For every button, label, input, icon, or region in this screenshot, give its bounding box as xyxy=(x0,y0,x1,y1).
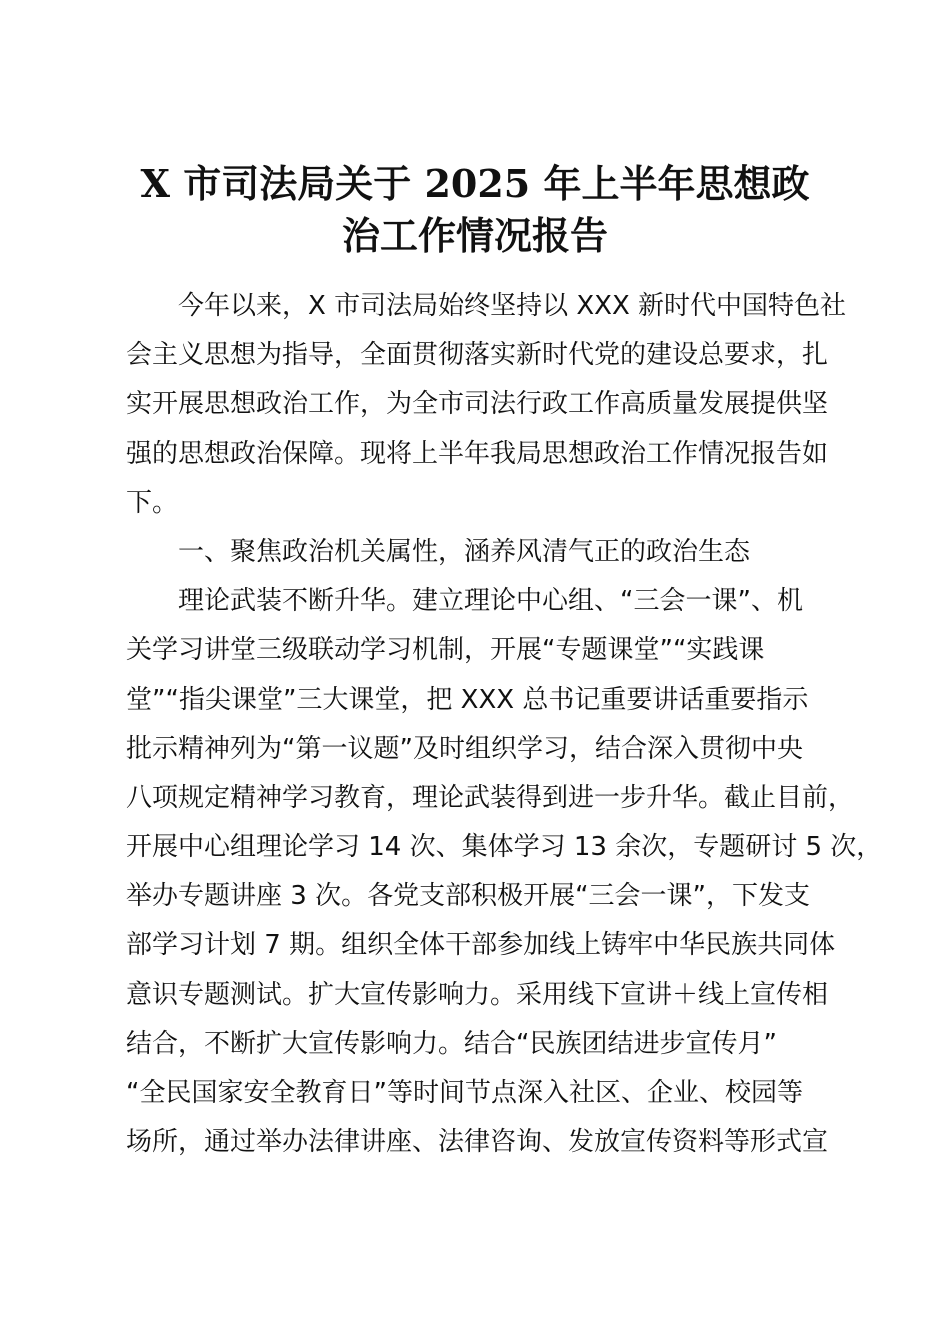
paragraph-line: 强的思想政治保障。现将上半年我局思想政治工作情况报告如 xyxy=(126,438,829,469)
paragraph-line: 理论武装不断升华。建立理论中心组、“三会一课”、机 xyxy=(178,586,803,617)
paragraph-line: 实开展思想政治工作，为全市司法行政工作高质量发展提供坚 xyxy=(126,389,829,420)
paragraph-line: 意识专题测试。扩大宣传影响力。采用线下宣讲＋线上宣传相 xyxy=(126,979,829,1010)
paragraph-line: “全民国家安全教育日”等时间节点深入社区、企业、校园等 xyxy=(126,1078,803,1108)
title-line-1: X 市司法局关于 2025 年上半年思想政 xyxy=(140,161,810,206)
paragraph-line: 下。 xyxy=(126,487,179,518)
paragraph-line: 结合，不断扩大宣传影响力。结合“民族团结进步宣传月” xyxy=(126,1028,777,1059)
paragraph-theory xyxy=(126,577,883,1167)
paragraph-line: 关学习讲堂三级联动学习机制，开展“专题课堂”“实践课 xyxy=(126,635,765,666)
title-line-2: 治工作情况报告 xyxy=(341,213,608,258)
section-heading-text: 一、聚焦政治机关属性，涵养风清气正的政治生态 xyxy=(178,536,751,567)
paragraph-line: 今年以来，X 市司法局始终坚持以 XXX 新时代中国特色社 xyxy=(178,291,847,321)
paragraph-line: 批示精神列为“第一议题”及时组织学习，结合深入贯彻中央 xyxy=(126,733,803,764)
paragraph-line: 部学习计划 7 期。组织全体干部参加线上铸牢中华民族共同体 xyxy=(126,930,836,961)
paragraph-intro xyxy=(126,282,847,528)
paragraph-line: 举办专题讲座 3 次。各党支部积极开展“三会一课”，下发支 xyxy=(126,881,811,912)
paragraph-line: 堂”“指尖课堂”三大课堂，把 XXX 总书记重要讲话重要指示 xyxy=(126,684,809,715)
paragraph-line: 场所，通过举办法律讲座、法律咨询、发放宣传资料等形式宣 xyxy=(126,1127,829,1158)
document-body xyxy=(126,282,883,1167)
document-title xyxy=(120,158,830,262)
section-heading xyxy=(126,528,834,577)
paragraph-line: 八项规定精神学习教育，理论武装得到进一步升华。截止目前， xyxy=(126,782,855,813)
paragraph-line: 开展中心组理论学习 14 次、集体学习 13 余次，专题研讨 5 次， xyxy=(126,832,883,863)
paragraph-line: 会主义思想为指导，全面贯彻落实新时代党的建设总要求，扎 xyxy=(126,340,829,371)
